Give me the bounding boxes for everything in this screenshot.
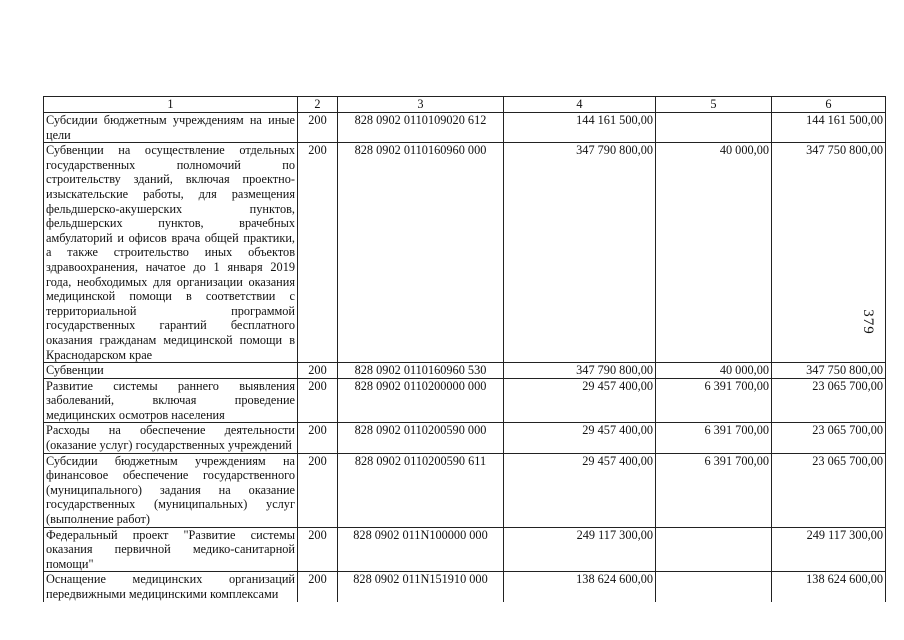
- row-code-200: 200: [298, 527, 338, 572]
- row-code-200: 200: [298, 363, 338, 379]
- row-amount-col6: 23 065 700,00: [772, 453, 886, 527]
- row-name: Расходы на обеспечение деятельности (оказание услуг) государственных учреждений: [44, 423, 298, 453]
- column-header-5: 5: [656, 97, 772, 113]
- row-amount-col6: 23 065 700,00: [772, 378, 886, 423]
- column-header-3: 3: [338, 97, 504, 113]
- row-classification-code: 828 0902 0110200590 611: [338, 453, 504, 527]
- row-classification-code: 828 0902 011N151910 000: [338, 572, 504, 602]
- row-amount-col4: 347 790 800,00: [504, 143, 656, 363]
- column-header-4: 4: [504, 97, 656, 113]
- table-row: [44, 143, 886, 363]
- row-amount-col6: 347 750 800,00: [772, 143, 886, 363]
- table-header-row: [44, 97, 886, 113]
- table-row: [44, 453, 886, 527]
- row-classification-code: 828 0902 0110160960 530: [338, 363, 504, 379]
- row-classification-code: 828 0902 0110200590 000: [338, 423, 504, 453]
- row-amount-col4: 29 457 400,00: [504, 423, 656, 453]
- row-name: Субвенции: [44, 363, 298, 379]
- row-amount-col4: 29 457 400,00: [504, 453, 656, 527]
- row-amount-col6: 138 624 600,00: [772, 572, 886, 602]
- table-row: [44, 363, 886, 379]
- column-header-6: 6: [772, 97, 886, 113]
- row-amount-col4: 347 790 800,00: [504, 363, 656, 379]
- row-amount-col4: 249 117 300,00: [504, 527, 656, 572]
- column-header-2: 2: [298, 97, 338, 113]
- row-classification-code: 828 0902 011N100000 000: [338, 527, 504, 572]
- row-code-200: 200: [298, 423, 338, 453]
- row-amount-col6: 23 065 700,00: [772, 423, 886, 453]
- row-amount-col5: [656, 527, 772, 572]
- row-code-200: 200: [298, 378, 338, 423]
- row-amount-col6: 249 117 300,00: [772, 527, 886, 572]
- budget-table: [43, 96, 886, 602]
- row-amount-col5: 40 000,00: [656, 363, 772, 379]
- row-code-200: 200: [298, 453, 338, 527]
- row-amount-col5: 6 391 700,00: [656, 453, 772, 527]
- row-amount-col6: 144 161 500,00: [772, 113, 886, 143]
- row-amount-col5: 6 391 700,00: [656, 423, 772, 453]
- column-header-1: 1: [44, 97, 298, 113]
- row-amount-col5: 40 000,00: [656, 143, 772, 363]
- table-row: [44, 378, 886, 423]
- row-classification-code: 828 0902 0110109020 612: [338, 113, 504, 143]
- row-amount-col6: 347 750 800,00: [772, 363, 886, 379]
- row-classification-code: 828 0902 0110160960 000: [338, 143, 504, 363]
- table-row: [44, 423, 886, 453]
- row-code-200: 200: [298, 143, 338, 363]
- row-name: Развитие системы раннего выявления заболеваний, включая проведение медицинских осмотров населения: [44, 378, 298, 423]
- row-amount-col5: [656, 113, 772, 143]
- row-name: Субсидии бюджетным учреждениям на финансовое обеспечение государственного (муниципального) задания на оказание государственных (муниципальных) услуг (выполнение работ): [44, 453, 298, 527]
- row-code-200: 200: [298, 572, 338, 602]
- row-name: Оснащение медицинских организаций передвижными медицинскими комплексами: [44, 572, 298, 602]
- row-amount-col5: [656, 572, 772, 602]
- table-row: [44, 572, 886, 602]
- row-code-200: 200: [298, 113, 338, 143]
- table-row: [44, 113, 886, 143]
- row-amount-col4: 144 161 500,00: [504, 113, 656, 143]
- row-classification-code: 828 0902 0110200000 000: [338, 378, 504, 423]
- row-name: Субсидии бюджетным учреждениям на иные цели: [44, 113, 298, 143]
- row-name: Федеральный проект "Развитие системы оказания первичной медико-санитарной помощи": [44, 527, 298, 572]
- row-amount-col4: 29 457 400,00: [504, 378, 656, 423]
- row-amount-col5: 6 391 700,00: [656, 378, 772, 423]
- table-row: [44, 527, 886, 572]
- page-number: 379: [860, 309, 876, 335]
- row-name: Субвенции на осуществление отдельных государственных полномочий по строительству зданий, включая проектно-изыскательские работы, для размещения фельдшерско-акушерских пунктов, фельдшерских пунктов, врачебных амбулаторий и офисов врача общей практики, а также строительство иных объектов здравоохранения, начатое до 1 января 2019 года, необходимых для организации оказания медицинской помощи в соответствии с территориальной программой государственных гарантий бесплатного оказания гражданам медицинской помощи в Краснодарском крае: [44, 143, 298, 363]
- row-amount-col4: 138 624 600,00: [504, 572, 656, 602]
